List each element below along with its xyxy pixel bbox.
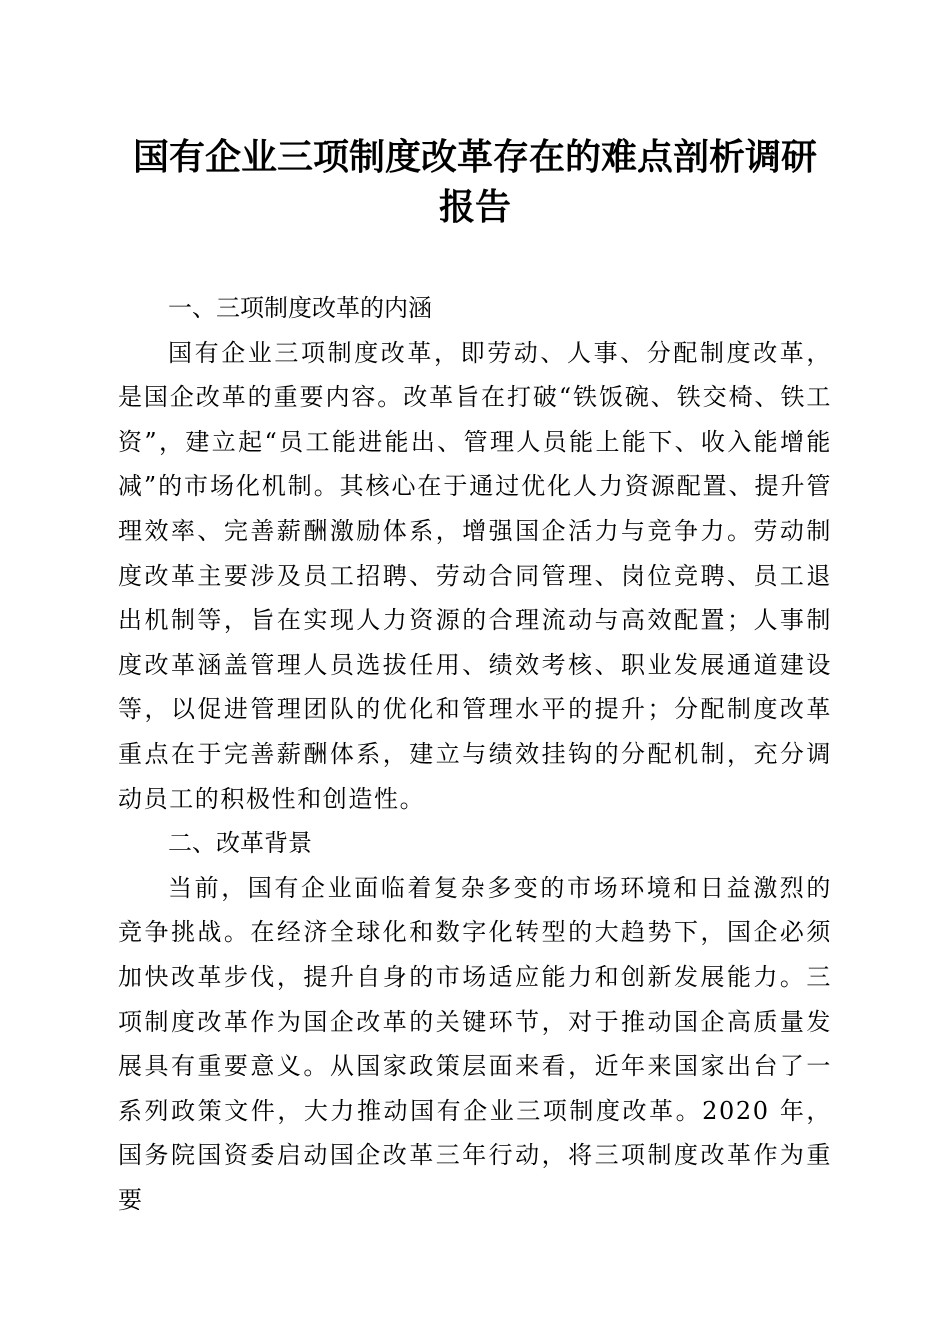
section-heading-background: 二、改革背景 (168, 829, 312, 858)
document-title: 国有企业三项制度改革存在的难点剖析调研报告 (132, 136, 817, 228)
document-body (118, 286, 832, 1222)
paragraph-connotation: 国有企业三项制度改革，即劳动、人事、分配制度改革，是国企改革的重要内容。改革旨在打破“铁饭碗、铁交椅、铁工资”，建立起“员工能进能出、管理人员能上能下、收入能增能减”的市场化机制。其核心在于通过优化人力资源配置、提升管理效率、完善薪酬激励体系，增强国企活力与竞争力。劳动制度改革主要涉及员工招聘、劳动合同管理、岗位竞聘、员工退出机制等，旨在实现人力资源的合理流动与高效配置；人事制度改革涵盖管理人员选拔任用、绩效考核、职业发展通道建设等，以促进管理团队的优化和管理水平的提升；分配制度改革重点在于完善薪酬体系，建立与绩效挂钩的分配机制，充分调动员工的积极性和创造性。 (118, 338, 832, 813)
section-heading-connotation: 一、三项制度改革的内涵 (168, 294, 432, 322)
paragraph-background: 当前，国有企业面临着复杂多变的市场环境和日益激烈的竞争挑战。在经济全球化和数字化转型的大趋势下，国企必须加快改革步伐，提升自身的市场适应能力和创新发展能力。三项制度改革作为国企改革的关键环节，对于推动国企高质量发展具有重要意义。从国家政策层面来看，近年来国家出台了一系列政策文件，大力推动国有企业三项制度改革。2020 年，国务院国资委启动国企改革三年行动，将三项制度改革作为重要 (118, 873, 832, 1214)
